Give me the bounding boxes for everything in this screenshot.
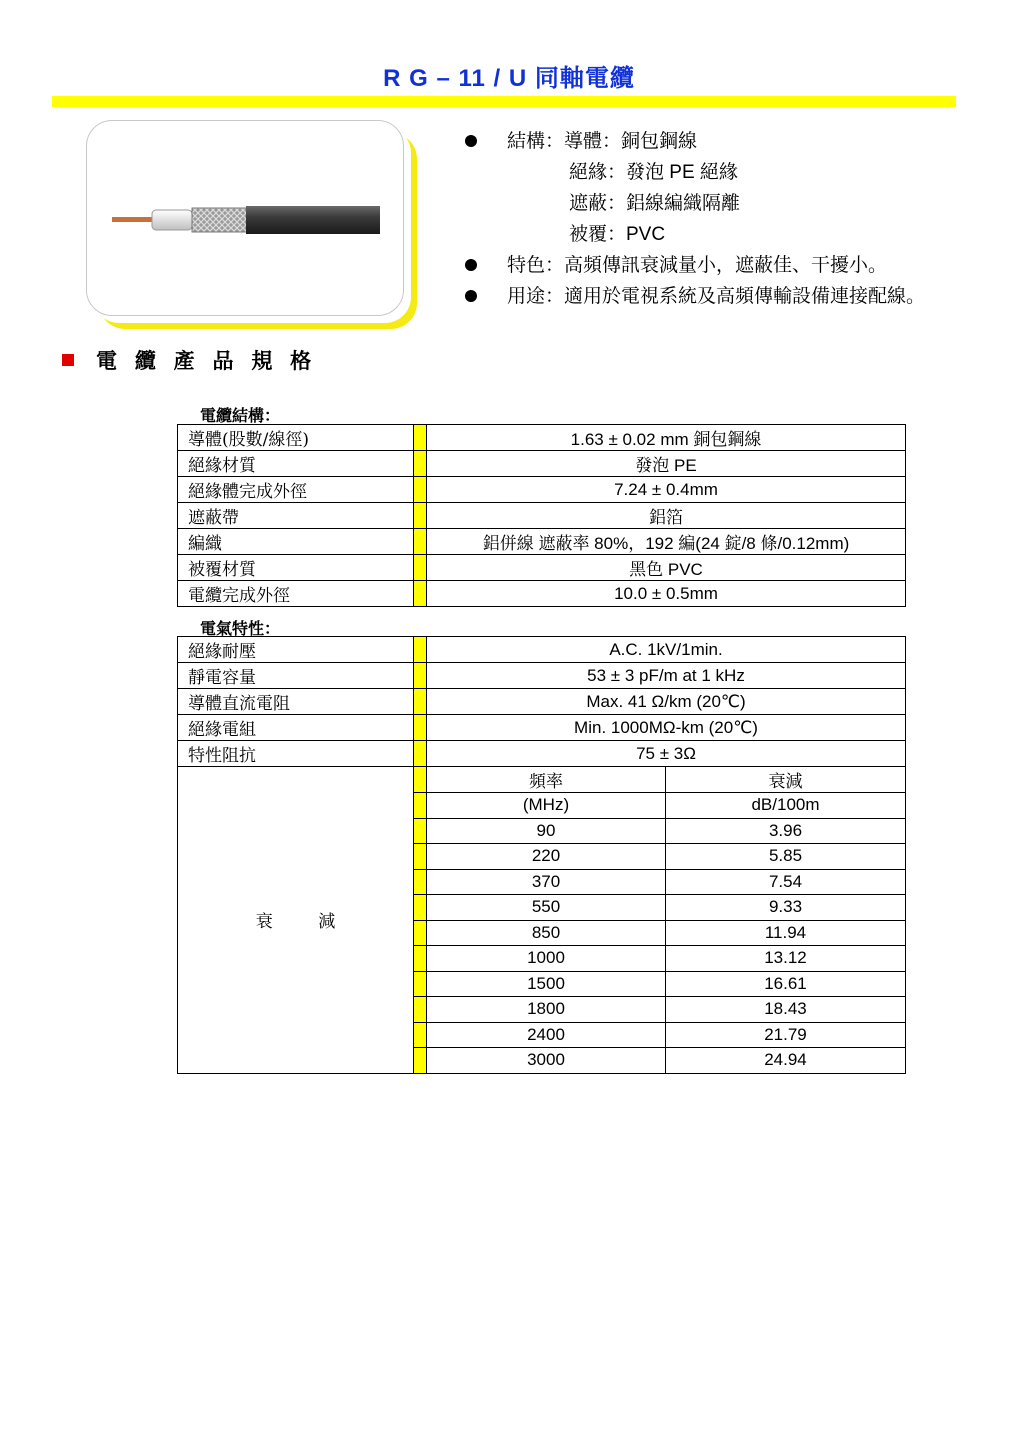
- spec-value: 鋁併線 遮蔽率 80%，192 編(24 錠/8 條/0.12mm): [427, 529, 906, 555]
- yellow-bar: [414, 503, 427, 529]
- section-title: 電 纜 產 品 規 格: [96, 350, 318, 373]
- section-heading: [62, 345, 317, 375]
- spec-name: 絕緣電組: [178, 715, 414, 741]
- frequency-cell: 3000: [427, 1048, 666, 1074]
- spec-value: 53 ± 3 pF/m at 1 kHz: [427, 663, 906, 689]
- frequency-cell: 220: [427, 844, 666, 870]
- usage-text: 用途：適用於電視系統及高頻傳輸設備連接配線。: [507, 286, 926, 307]
- yellow-bar: [414, 767, 427, 793]
- structure-text: 結構：導體：銅包鋼線: [507, 131, 698, 152]
- yellow-bar: [414, 637, 427, 663]
- attenuation-cell: 5.85: [666, 844, 906, 870]
- yellow-bar: [414, 920, 427, 946]
- yellow-bar: [414, 663, 427, 689]
- yellow-bar: [414, 971, 427, 997]
- structure-table: [177, 424, 906, 607]
- attenuation-label: 衰 減: [178, 767, 414, 1074]
- spec-value: 10.0 ± 0.5mm: [427, 581, 906, 607]
- shield-text: 遮蔽：鋁線編織隔離: [569, 193, 741, 214]
- spec-value: A.C. 1kV/1min.: [427, 637, 906, 663]
- jacket-text: 被覆：PVC: [569, 224, 666, 245]
- yellow-bar: [414, 997, 427, 1023]
- yellow-bar: [414, 818, 427, 844]
- spec-value: Min. 1000MΩ-km (20℃): [427, 715, 906, 741]
- spec-value: 黑色 PVC: [427, 555, 906, 581]
- spec-value: Max. 41 Ω/km (20℃): [427, 689, 906, 715]
- yellow-bar: [414, 1022, 427, 1048]
- yellow-bar: [414, 895, 427, 921]
- yellow-bar: [414, 451, 427, 477]
- frequency-unit: (MHz): [427, 793, 666, 819]
- table-row: [178, 451, 906, 477]
- frequency-cell: 850: [427, 920, 666, 946]
- yellow-bar: [414, 844, 427, 870]
- bullet-icon: [465, 135, 477, 147]
- electrical-label: 電氣特性：: [200, 621, 281, 638]
- bullet-icon: [465, 290, 477, 302]
- square-bullet-icon: [62, 354, 74, 366]
- spec-name: 遮蔽帶: [178, 503, 414, 529]
- attenuation-cell: 16.61: [666, 971, 906, 997]
- attenuation-cell: 3.96: [666, 818, 906, 844]
- spec-name: 絕緣體完成外徑: [178, 477, 414, 503]
- page-title: R G – 11 / U 同軸電纜: [383, 65, 635, 92]
- attenuation-cell: 24.94: [666, 1048, 906, 1074]
- attenuation-cell: 7.54: [666, 869, 906, 895]
- table-row: [178, 503, 906, 529]
- spec-value: 75 ± 3Ω: [427, 741, 906, 767]
- table-row: [178, 663, 906, 689]
- attenuation-unit: dB/100m: [666, 793, 906, 819]
- spec-name: 絕緣材質: [178, 451, 414, 477]
- spec-value: 發泡 PE: [427, 451, 906, 477]
- table-row: [178, 715, 906, 741]
- yellow-bar: [414, 581, 427, 607]
- frequency-cell: 370: [427, 869, 666, 895]
- table-row: [178, 741, 906, 767]
- spec-value: 鋁箔: [427, 503, 906, 529]
- spec-name: 特性阻抗: [178, 741, 414, 767]
- yellow-bar: [414, 1048, 427, 1074]
- structure-label: 電纜結構：: [200, 408, 281, 425]
- attenuation-cell: 18.43: [666, 997, 906, 1023]
- title-underline: [52, 96, 956, 107]
- spec-value: 7.24 ± 0.4mm: [427, 477, 906, 503]
- spec-name: 被覆材質: [178, 555, 414, 581]
- spec-name: 靜電容量: [178, 663, 414, 689]
- frequency-cell: 1000: [427, 946, 666, 972]
- table-row: [178, 689, 906, 715]
- frequency-cell: 90: [427, 818, 666, 844]
- insulation-text: 絕緣：發泡 PE 絕緣: [569, 162, 738, 183]
- table-row: [178, 767, 906, 793]
- table-row: [178, 581, 906, 607]
- frequency-header: 頻率: [427, 767, 666, 793]
- yellow-bar: [414, 555, 427, 581]
- yellow-bar: [414, 741, 427, 767]
- table-row: [178, 529, 906, 555]
- attenuation-cell: 21.79: [666, 1022, 906, 1048]
- spec-name: 導體直流電阻: [178, 689, 414, 715]
- spec-name: 編織: [178, 529, 414, 555]
- table-row: [178, 637, 906, 663]
- yellow-bar: [414, 477, 427, 503]
- yellow-bar: [414, 869, 427, 895]
- attenuation-cell: 9.33: [666, 895, 906, 921]
- frequency-cell: 550: [427, 895, 666, 921]
- frequency-cell: 1500: [427, 971, 666, 997]
- attenuation-header: 衰減: [666, 767, 906, 793]
- attenuation-cell: 11.94: [666, 920, 906, 946]
- yellow-bar: [414, 425, 427, 451]
- yellow-bar: [414, 529, 427, 555]
- attenuation-cell: 13.12: [666, 946, 906, 972]
- characteristics-text: 特色：高頻傳訊衰減量小，遮蔽佳、干擾小。: [507, 255, 888, 276]
- bullet-icon: [465, 259, 477, 271]
- spec-name: 電纜完成外徑: [178, 581, 414, 607]
- yellow-bar: [414, 715, 427, 741]
- yellow-bar: [414, 946, 427, 972]
- table-row: [178, 477, 906, 503]
- yellow-bar: [414, 793, 427, 819]
- table-row: [178, 555, 906, 581]
- yellow-bar: [414, 689, 427, 715]
- coax-cable-image: [108, 195, 388, 245]
- table-row: [178, 425, 906, 451]
- frequency-cell: 1800: [427, 997, 666, 1023]
- spec-value: 1.63 ± 0.02 mm 銅包鋼線: [427, 425, 906, 451]
- spec-name: 絕緣耐壓: [178, 637, 414, 663]
- electrical-table: [177, 636, 906, 1074]
- spec-name: 導體(股數/線徑): [178, 425, 414, 451]
- frequency-cell: 2400: [427, 1022, 666, 1048]
